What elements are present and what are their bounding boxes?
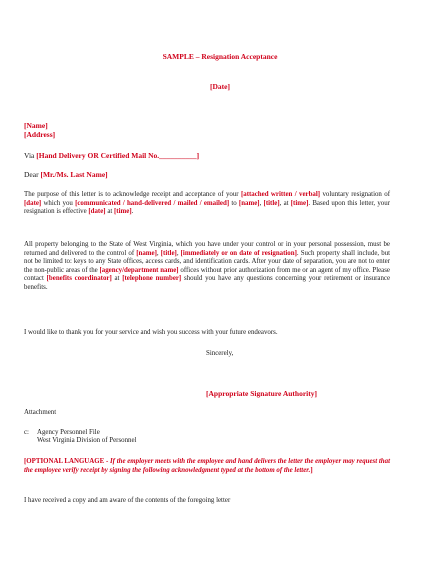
optional-language-note: [OPTIONAL LANGUAGE - If the employer meets with the employee and hand delivers the letter the employer may request that the employee verify receipt by signing the following acknowledgment typed at the bottom of the letter.]: [24, 458, 390, 474]
signature-placeholder: [Appropriate Signature Authority]: [206, 389, 317, 398]
closing: Sincerely,: [206, 350, 234, 357]
delivery-method-line: Via [Hand Delivery OR Certified Mail No.__________]: [24, 151, 200, 160]
recipient-address: [Address]: [24, 130, 56, 139]
paragraph-acknowledgment: The purpose of this letter is to acknowledge receipt and acceptance of your [attached written / verbal] voluntary resignation of [date] which you [communicated / hand-delivered / mailed / emailed] to [name], [title], at [time]. Based upon this letter, your resignation is effective [date] at [time].: [24, 191, 390, 216]
cc-label: c:: [24, 429, 29, 436]
recipient-name: [Name]: [24, 121, 48, 130]
cc-block: [24, 429, 224, 446]
cc-line-2: West Virginia Division of Personnel: [37, 437, 137, 445]
recipient-block: [24, 121, 55, 139]
cc-line-1: Agency Personnel File: [37, 429, 100, 436]
paragraph-thanks: I would like to thank you for your service and wish you success with your future endeavors.: [24, 329, 278, 336]
date-field: [Date]: [210, 82, 230, 91]
paragraph-property-return: All property belonging to the State of West Virginia, which you have under your control or in your personal possession, must be returned and delivered to the control of [name], [title], [immediately or on date of resignation]. Such property shall include, but not be limited to: keys to any State offices, access cards, and identification cards. After your date of separation, you are not to enter the non-public areas of the [agency/department name] offices without prior authorization from me or an agent of my office. Please contact [benefits coordinator] at [telephone number] should you have any questions concerning your retirement or insurance benefits.: [24, 241, 391, 291]
attachment-label: Attachment: [24, 409, 57, 416]
letter-heading: SAMPLE – Resignation Acceptance: [162, 52, 278, 61]
acknowledgment-line: I have received a copy and am aware of the contents of the foregoing letter: [24, 497, 231, 504]
salutation: Dear [Mr./Ms. Last Name]: [24, 170, 108, 179]
